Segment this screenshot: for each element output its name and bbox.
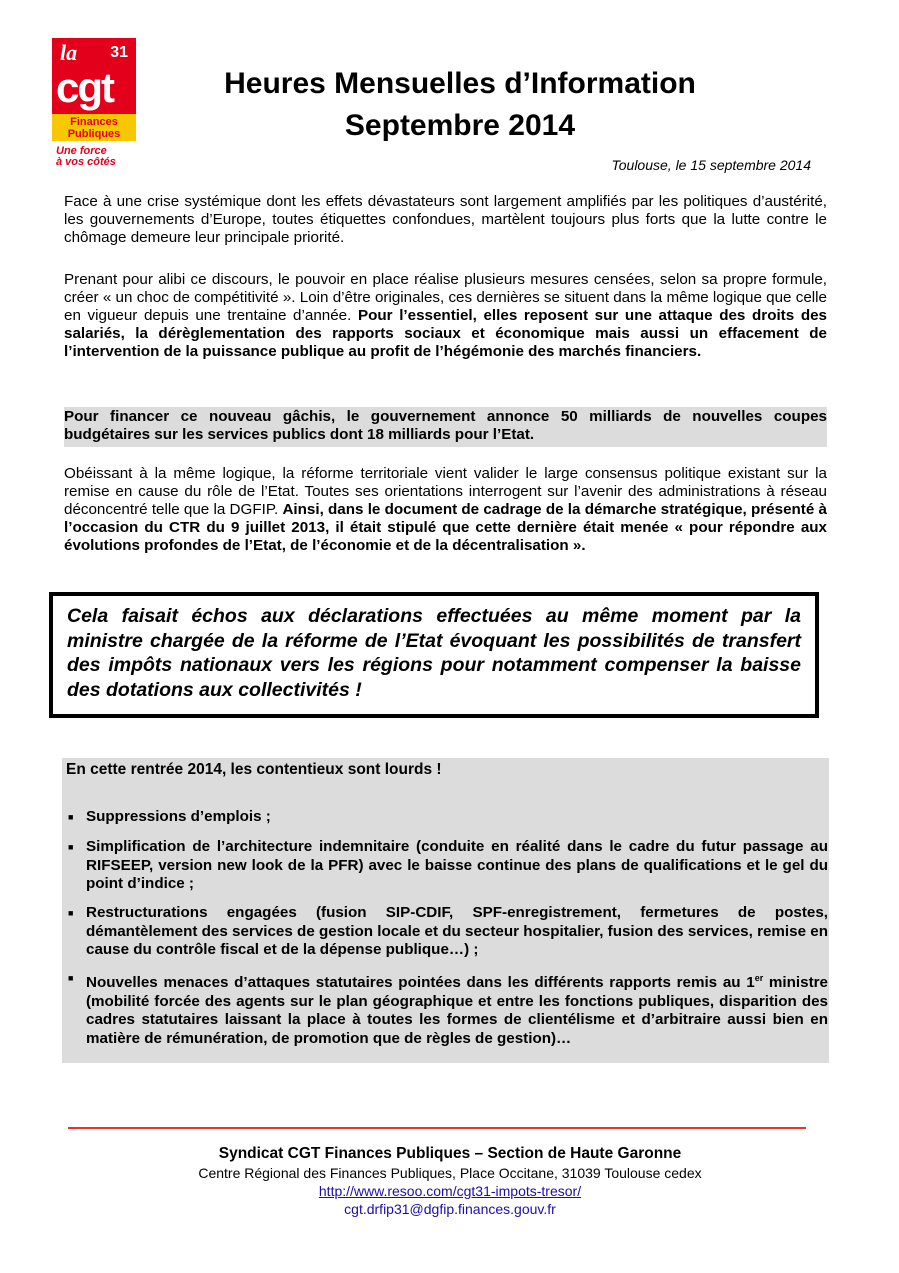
paragraph-reforme-normal: Obéissant à la même logique, la réforme territoriale vient valider le large consensus politique existant sur la remise en cause du rôle de l’Etat. Toutes ses orientations interrogent sur l’avenir des administrations à réseau déconcentré telle que la DGFIP. (64, 465, 827, 518)
list-item-text (86, 969, 828, 1048)
page-title-line2: Septembre 2014 (344, 109, 576, 142)
list-item-text: Suppressions d’emplois ; (86, 808, 271, 825)
logo-la-text: la (60, 40, 78, 65)
bullet-icon: ■ (68, 908, 74, 918)
footer-divider (68, 1127, 806, 1129)
list-item-text: Restructurations engagées (fusion SIP-CDIF, SPF-enregistrement, fermetures de postes, démantèlement des services de gestion locale et du secteur hospitalier, fusion des services, remise en cause du contrôle fiscal et de la dépense publique…) ; (86, 904, 828, 958)
paragraph-competitivite-normal: Prenant pour alibi ce discours, le pouvoir en place réalise plusieurs mesures censées, selon sa propre formule, créer « un choc de compétitivité ». Loin d’être originales, ces dernières se situent dans la même logique que celle en vigueur depuis une trentaine d’année. (64, 271, 827, 324)
paragraph-competitivite-bold: Pour l’essentiel, elles reposent sur une attaque des droits des salariés, la dérèglementation des rapports sociaux et économique mais aussi un effacement de l’intervention de la puissance publique au profit de l’hégémonie des marchés financiers. (64, 307, 827, 360)
logo-tagline1: Une force (56, 145, 107, 157)
logo-number: 31 (110, 44, 128, 61)
bullet-icon: ■ (68, 812, 74, 822)
logo-cgt-text: cgt (56, 64, 113, 111)
page-title-line1: Heures Mensuelles d’Information (224, 67, 696, 100)
footer-address: Centre Régional des Finances Publiques, Place Occitane, 31039 Toulouse cedex (198, 1165, 702, 1181)
footer-organization: Syndicat CGT Finances Publiques – Section de Haute Garonne (218, 1145, 682, 1162)
logo-org-band (52, 114, 136, 141)
paragraph-financement-highlight: Pour financer ce nouveau gâchis, le gouvernement annonce 50 milliards de nouvelles coupes budgétaires sur les services publics dont 18 milliards pour l’Etat. (64, 407, 827, 447)
logo-tagline2: à vos côtés (56, 156, 116, 168)
bullet-icon: ■ (68, 973, 74, 983)
paragraph-intro: Face à une crise systémique dont les effets dévastateurs sont largement amplifiés par les politiques d’austérité, les gouvernements d’Europe, toutes étiquettes confondues, martèlent toujours plus forts que la lutte contre le chômage demeure leur principale priorité. (64, 193, 827, 246)
paragraph-reforme-territoriale (64, 465, 827, 555)
footer-email-link[interactable]: cgt.drfip31@dgfip.finances.gouv.fr (344, 1201, 556, 1217)
list-item (68, 904, 828, 960)
paragraph-reforme-bold: Ainsi, dans le document de cadrage de la démarche stratégique, présenté à l’occasion du CTR du 9 juillet 2013, il était stipulé que cette dernière était menée « pour répondre aux évolutions profondes de l’Etat, de l’économie et de la décentralisation ». (64, 501, 827, 554)
list-item (68, 838, 828, 894)
superscript-er: er (754, 973, 764, 983)
footer-website-link[interactable]: http://www.resoo.com/cgt31-impots-tresor/ (318, 1183, 582, 1199)
logo-red-block (52, 38, 136, 141)
highlight-box: Cela faisait échos aux déclarations effectuées au même moment par la ministre chargée de la réforme de l’Etat évoquant les possibilités de transfert des impôts nationaux vers les régions pour notamment compenser la baisse des dotations aux collectivités ! (49, 592, 819, 718)
list-item-text: Simplification de l’architecture indemnitaire (conduite en réalité dans le cadre du futur passage au RIFSEEP, version new look de la PFR) avec le baisse continue des plans de qualifications et le gel du point d’indice ; (86, 838, 828, 892)
list-item-text-pre: Nouvelles menaces d’attaques statutaires pointées dans les différents rapports remis au 1 (86, 974, 755, 992)
list-item (68, 969, 828, 1048)
list-item-text-post: ministre (mobilité forcée des agents sur le plan géographique et entre les fonctions publiques, disparition des cadres statutaires laissant la place à toutes les formes de clientélisme et d’arbitraire aussi bien en matière de rémunération, de promotion que de règles de gestion)… (86, 974, 828, 1047)
list-heading: En cette rentrée 2014, les contentieux sont lourds ! (66, 761, 442, 778)
logo-org-line2: Publiques (67, 128, 121, 140)
logo-org-line1: Finances (70, 116, 118, 128)
paragraph-competitivite (64, 271, 827, 361)
logo-tagline (56, 146, 116, 168)
list-item (68, 808, 828, 827)
cgt-logo (52, 38, 136, 173)
bullet-icon: ■ (68, 842, 74, 852)
document-date: Toulouse, le 15 septembre 2014 (611, 157, 811, 173)
